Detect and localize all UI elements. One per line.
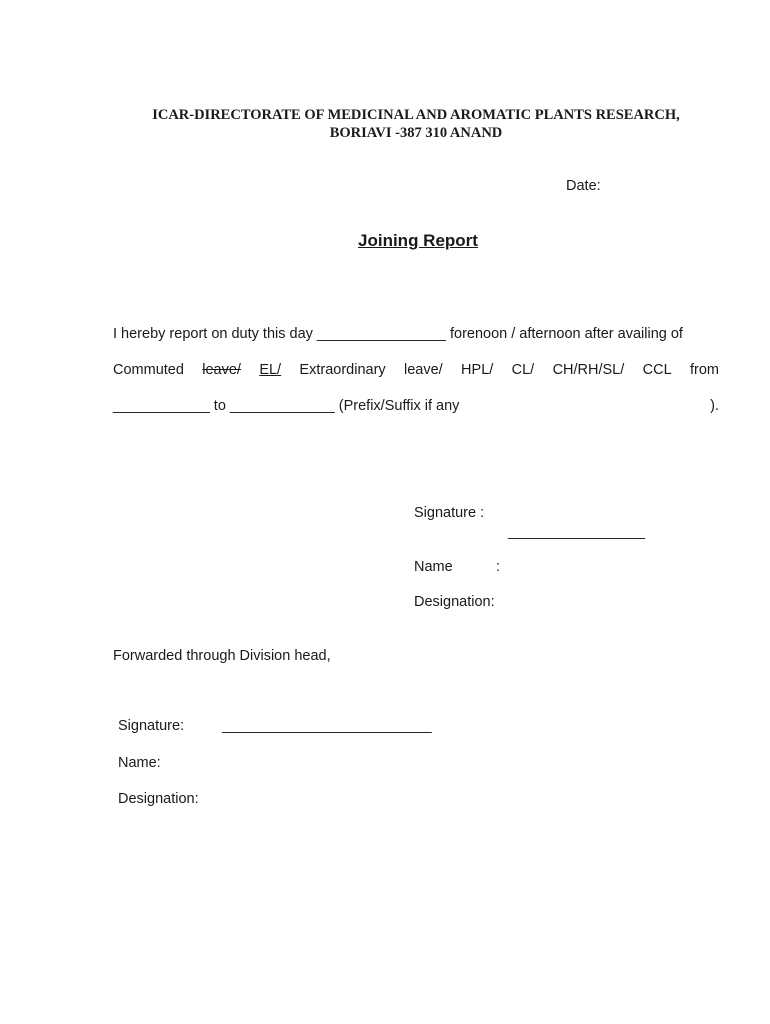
body-line-2	[113, 362, 719, 378]
institute-name: ICAR-DIRECTORATE OF MEDICINAL AND AROMATIC PLANTS RESEARCH,	[152, 107, 680, 123]
leave-type-cl: CL/	[511, 362, 535, 378]
body-line-3-close: ).	[710, 398, 719, 414]
leave-type-commuted: Commuted	[113, 362, 184, 378]
employee-designation-label: Designation:	[414, 594, 495, 610]
leave-type-leave: leave/	[202, 362, 241, 378]
date-label: Date:	[566, 178, 601, 194]
word-from: from	[689, 362, 719, 378]
employee-signature-label: Signature :	[414, 505, 485, 521]
forwarded-text: Forwarded through Division head,	[113, 648, 331, 664]
leave-type-ccl: CCL	[642, 362, 672, 378]
institute-address: BORIAVI -387 310 ANAND	[329, 125, 503, 141]
leave-type-leave-2: leave/	[404, 362, 443, 378]
body-line-3-text: ____________ to _____________ (Prefix/Suffix if any	[113, 398, 460, 414]
body-line-1-text: I hereby report on duty this day ________________ forenoon / afternoon after availing of	[113, 326, 683, 342]
employee-signature-line: _________________	[508, 524, 646, 540]
division-head-designation-label: Designation:	[118, 791, 199, 807]
employee-name-label: Name	[414, 559, 453, 575]
page-title: Joining Report	[358, 231, 478, 250]
division-head-signature-line: __________________________	[222, 718, 432, 734]
employee-name-colon: :	[496, 559, 501, 575]
body-line-1	[113, 326, 719, 342]
body-line-3	[113, 398, 719, 414]
leave-type-extraordinary: Extraordinary	[299, 362, 386, 378]
leave-type-el: EL/	[259, 362, 282, 378]
leave-type-ch-rh-sl: CH/RH/SL/	[552, 362, 625, 378]
division-head-signature-label: Signature:	[118, 718, 185, 734]
leave-type-hpl: HPL/	[461, 362, 494, 378]
division-head-name-label: Name:	[118, 755, 161, 771]
